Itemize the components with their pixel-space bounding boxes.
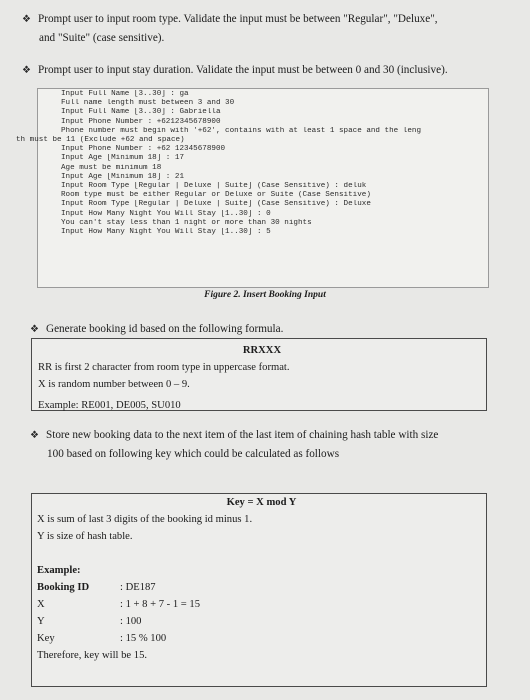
hash-example-row bbox=[37, 630, 486, 647]
diamond-bullet-icon: ❖ bbox=[30, 324, 39, 335]
console-line: Input Room Type [Regular | Deluxe | Suite] (Case Sensitive) : deluk bbox=[61, 182, 367, 191]
booking-id-box bbox=[31, 338, 487, 411]
booking-id-format: RRXXX bbox=[242, 345, 282, 356]
hash-x-desc: X is sum of last 3 digits of the booking id minus 1. bbox=[37, 514, 253, 525]
row-key: Booking ID bbox=[37, 582, 90, 593]
row-value: : 15 % 100 bbox=[120, 633, 167, 644]
bullet-stay-duration bbox=[22, 61, 516, 80]
room-type-text-1: Prompt user to input room type. Validate the input must be between "Regular", "Deluxe", bbox=[38, 13, 438, 25]
bullet-room-type bbox=[22, 10, 516, 48]
hash-conclusion: Therefore, key will be 15. bbox=[37, 650, 148, 661]
hash-text-1: Store new booking data to the next item of the last item of chaining hash table with size bbox=[46, 429, 439, 441]
booking-id-text: Generate booking id based on the following formula. bbox=[46, 323, 284, 335]
hash-formula: Key = X mod Y bbox=[226, 497, 297, 508]
console-line: You can't stay less than 1 night or more than 30 nights bbox=[61, 218, 312, 227]
console-line: th must be 11 (Exclude +62 and space) bbox=[16, 136, 185, 145]
console-line: Input Age [Minimum 18] : 17 bbox=[61, 154, 185, 163]
console-line: Input How Many Night You Will Stay [1..30] : 5 bbox=[61, 228, 271, 237]
booking-id-example: Example: RE001, DE005, SU010 bbox=[38, 400, 181, 411]
console-line: Full name length must between 3 and 30 bbox=[61, 99, 235, 108]
stay-duration-text: Prompt user to input stay duration. Validate the input must be between 0 and 30 (inclusive). bbox=[38, 64, 448, 76]
console-line: Input Phone Number : +6212345678900 bbox=[61, 117, 221, 126]
figure-caption: Figure 2. Insert Booking Input bbox=[204, 290, 326, 300]
hash-y-desc: Y is size of hash table. bbox=[37, 531, 133, 542]
row-value: : 100 bbox=[120, 616, 142, 627]
row-key: X bbox=[37, 599, 45, 610]
room-type-text-2: and "Suite" (case sensitive). bbox=[39, 32, 165, 44]
console-line: Phone number must begin with '+62', contains with at least 1 space and the leng bbox=[61, 126, 422, 135]
console-line: Input Full Name [3..30] : Gabriella bbox=[61, 108, 221, 117]
booking-id-x-desc: X is random number between 0 – 9. bbox=[38, 379, 190, 390]
hash-example-row bbox=[37, 596, 486, 613]
console-line: Input Full Name [3..30] : ga bbox=[61, 90, 189, 98]
console-line: Input Phone Number : +62 12345678900 bbox=[61, 145, 226, 154]
bullet-booking-id bbox=[30, 320, 516, 339]
row-key: Key bbox=[37, 633, 55, 644]
row-value: : DE187 bbox=[120, 582, 156, 593]
hash-example-row bbox=[37, 579, 486, 596]
console-line: Input How Many Night You Will Stay [1..30] : 0 bbox=[61, 209, 271, 218]
console-line: Input Room Type [Regular | Deluxe | Suite] (Case Sensitive) : Deluxe bbox=[61, 200, 371, 209]
hash-example-label: Example: bbox=[37, 565, 81, 576]
hash-example-row bbox=[37, 613, 486, 630]
diamond-bullet-icon: ❖ bbox=[22, 65, 31, 76]
row-value: : 1 + 8 + 7 - 1 = 15 bbox=[120, 599, 201, 610]
hash-text-2: 100 based on following key which could be calculated as follows bbox=[47, 448, 340, 460]
hash-box bbox=[31, 493, 487, 687]
console-output bbox=[16, 88, 489, 288]
row-key: Y bbox=[37, 616, 45, 627]
diamond-bullet-icon: ❖ bbox=[30, 430, 39, 441]
console-line: Room type must be either Regular or Deluxe or Suite (Case Sensitive) bbox=[61, 191, 371, 200]
bullet-hash bbox=[30, 426, 516, 464]
console-line: Input Age [Minimum 18] : 21 bbox=[61, 172, 185, 181]
booking-id-rr-desc: RR is first 2 character from room type in uppercase format. bbox=[38, 362, 290, 373]
console-line: Age must be minimum 18 bbox=[61, 163, 162, 172]
diamond-bullet-icon: ❖ bbox=[22, 14, 31, 25]
